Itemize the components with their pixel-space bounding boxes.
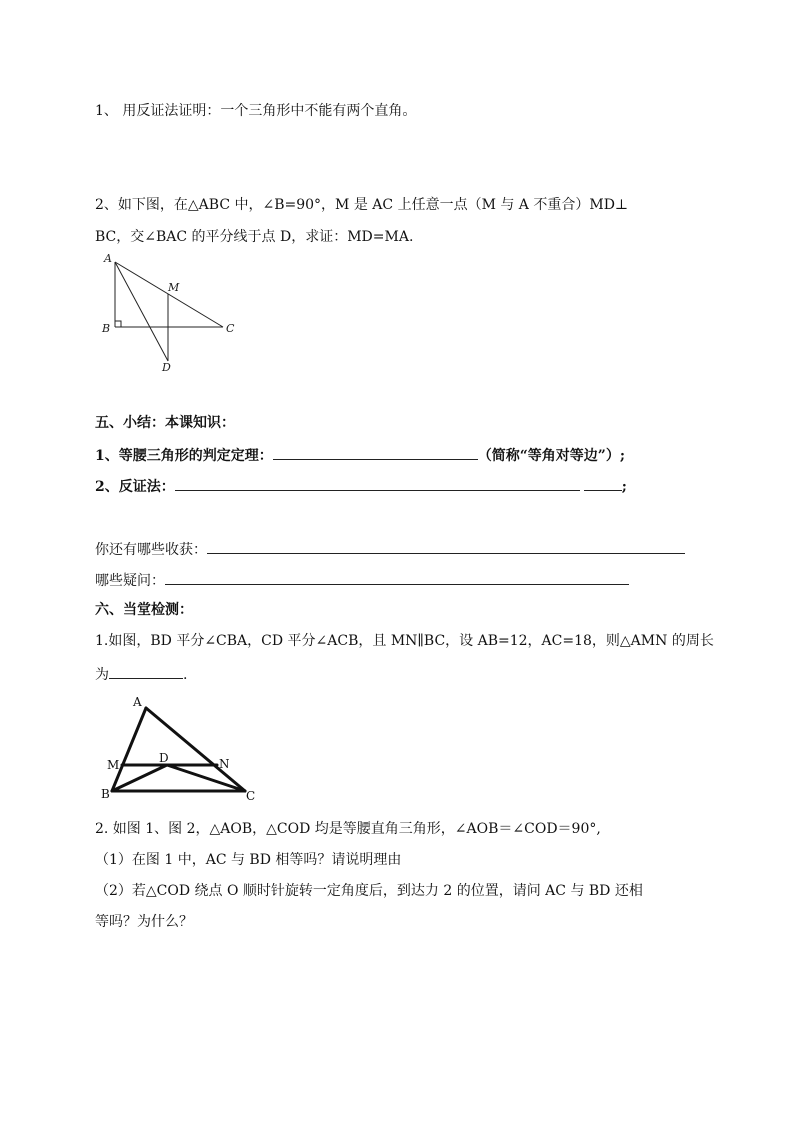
summary-item-2-blank-short[interactable] <box>584 476 622 491</box>
segment-ac <box>115 262 223 327</box>
label-d: D <box>159 751 169 765</box>
segment-dc <box>167 765 245 791</box>
label-a: A <box>104 252 112 265</box>
figure-triangle-abc <box>95 245 255 380</box>
test-problem-1-line2 <box>95 664 187 684</box>
label-d: D <box>162 361 171 374</box>
segment-ad <box>115 262 168 361</box>
doubts-label: 哪些疑问： <box>95 573 165 589</box>
gains-label: 你还有哪些收获： <box>95 542 207 558</box>
test-problem-1-line1: 1.如图，BD 平分∠CBA，CD 平分∠ACB，且 MN∥BC，设 AB=12，AC=18，则△AMN 的周长 <box>95 633 714 649</box>
test-problem-2-sub1: （1）在图 1 中，AC 与 BD 相等吗？请说明理由 <box>95 852 402 868</box>
test-heading: 六、当堂检测： <box>95 602 193 618</box>
label-c: C <box>246 789 256 803</box>
problem-1-text: 1、 用反证法证明：一个三角形中不能有两个直角。 <box>95 103 417 119</box>
test-problem-2-line1: 2. 如图 1、图 2，△AOB，△COD 均是等腰直角三角形，∠AOB＝∠COD＝90°, <box>95 821 601 837</box>
segment-ac <box>146 708 245 791</box>
test-problem-1-prefix: 为 <box>95 667 109 683</box>
label-b: B <box>102 322 111 335</box>
problem-2-text-line2: BC，交∠BAC 的平分线于点 D，求证：MD=MA. <box>95 229 414 245</box>
label-n: N <box>219 757 230 771</box>
doubts-blank[interactable] <box>165 570 629 585</box>
figure-triangle-amn <box>95 690 270 815</box>
summary-item-1-suffix: （简称“等角对等边”）; <box>477 448 626 464</box>
test-problem-2-sub2-line2: 等吗？为什么？ <box>95 914 193 930</box>
gains-blank[interactable] <box>207 539 685 554</box>
summary-item-2-blank[interactable] <box>175 476 580 491</box>
right-angle-mark <box>115 321 121 327</box>
test-problem-1-blank[interactable] <box>109 664 183 679</box>
summary-item-2-suffix: ; <box>621 479 627 495</box>
label-c: C <box>226 322 235 335</box>
problem-2-text-line1: 2、如下图，在△ABC 中，∠B=90°，M 是 AC 上任意一点（M 与 A 不重合）MD⊥ <box>95 197 629 213</box>
label-m: M <box>168 281 180 294</box>
gains-line <box>95 539 685 559</box>
label-a: A <box>133 695 142 709</box>
summary-heading: 五、小结：本课知识： <box>95 415 235 431</box>
summary-item-1-label: 1、等腰三角形的判定定理： <box>95 448 273 464</box>
summary-item-2 <box>95 476 627 496</box>
summary-item-2-label: 2、反证法： <box>95 479 175 495</box>
test-problem-2-sub2-line1: （2）若△COD 绕点 O 顺时针旋转一定角度后，到达力 2 的位置，请问 AC 与 BD 还相 <box>95 883 643 899</box>
label-m: M <box>107 758 120 772</box>
test-problem-1-suffix: . <box>183 667 188 683</box>
summary-item-1-blank[interactable] <box>273 445 478 460</box>
doubts-line <box>95 570 629 590</box>
summary-item-1 <box>95 445 625 465</box>
label-b: B <box>101 787 110 801</box>
